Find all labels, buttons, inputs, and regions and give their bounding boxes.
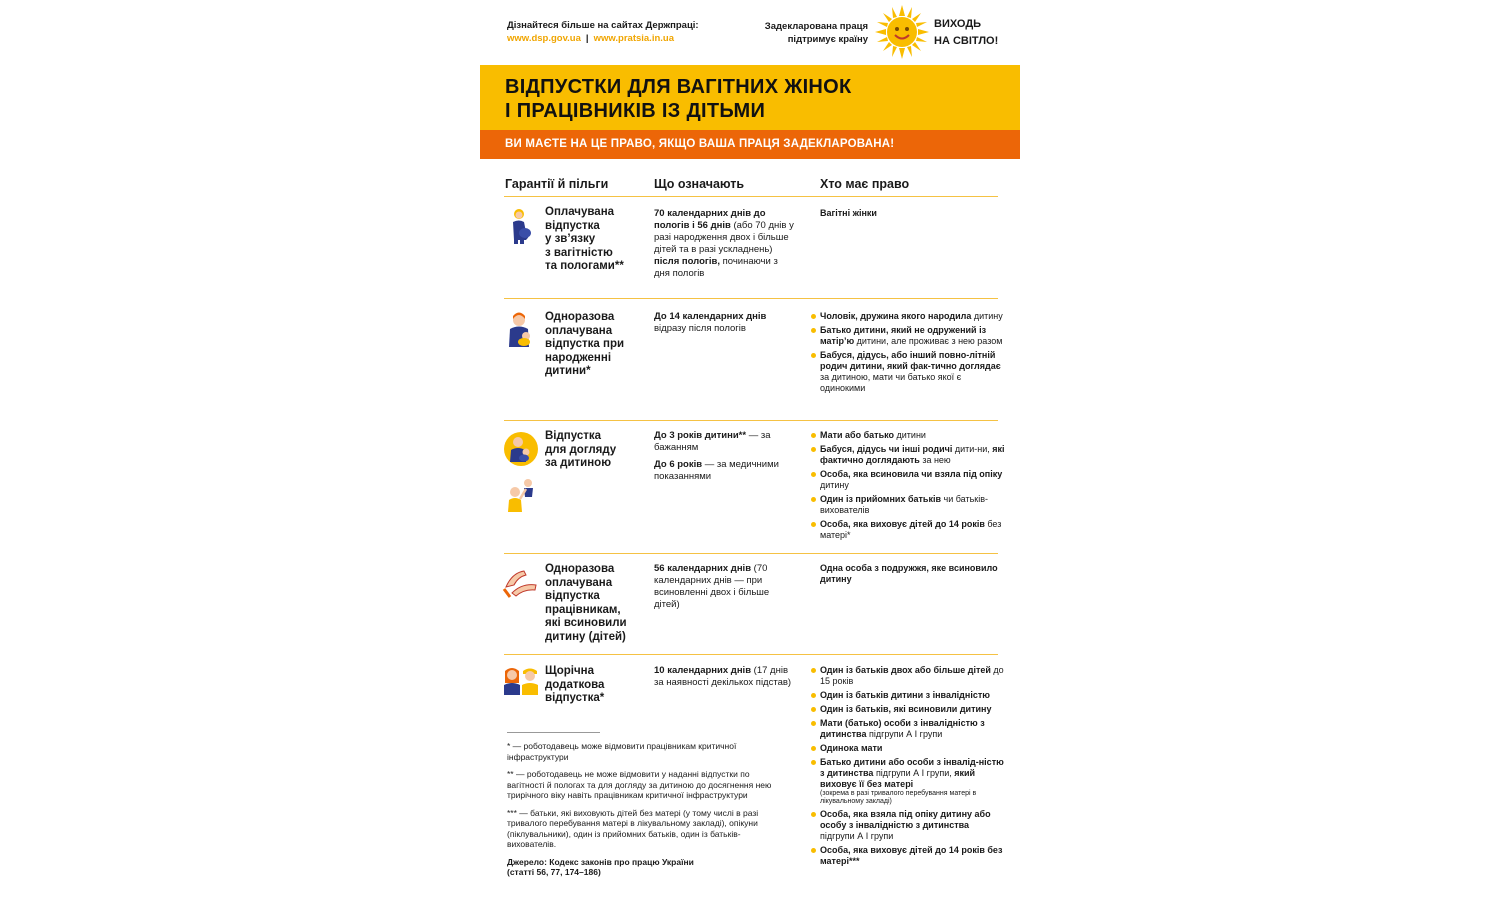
benefit-title-line: Щорічна [545,665,594,677]
out-line-1: ВИХОДЬ [934,18,982,30]
benefit-eligible [820,208,1005,219]
meaning-segment [654,563,794,611]
text-bold: 10 календарних днів [654,665,752,676]
benefit-title-line: додаткова [545,678,605,691]
list-item [820,718,1005,740]
text-bold: який виховує її без матері [820,768,976,789]
benefit-title-line: у зв’язку [545,233,596,245]
text-regular: підгрупи А І групи, [873,768,955,778]
text-regular: (або 70 днів у разі народження двох і більше дітей та в разі ускладнень) [654,220,794,255]
benefit-meaning [654,430,794,483]
header [480,0,1020,62]
source-line-2: (статті 56, 77, 174–186) [507,867,601,877]
text-regular: за нею [919,455,951,465]
subtitle: ВИ МАЄТЕ НА ЦЕ ПРАВО, ЯКЩО ВАША ПРАЦЯ ЗАДЕКЛАРОВАНА! [505,138,895,150]
benefit-title [545,311,645,379]
text-regular: (зокрема в разі тривалого перебування матері в лікувальному закладі) [820,790,977,805]
meaning-segment [654,208,794,280]
benefit-title [545,665,645,706]
benefit-title [545,206,645,274]
list-item [820,665,1005,687]
link-separator: | [585,33,589,44]
slogan-line-2: підтримує країну [787,34,868,45]
list-item [820,845,1005,867]
text-bold: після пологів, [654,256,720,267]
list-item [820,809,1005,842]
link-pratsia[interactable]: www.pratsia.in.ua [593,33,674,44]
list-item [820,519,1005,541]
list-item [820,311,1005,322]
info-line: Дізнайтеся більше на сайтах Держпраці: [507,20,699,31]
benefit-title-line: дитини* [545,365,591,377]
column-header-meaning: Що означають [654,177,745,191]
meaning-segment [654,311,794,335]
text-regular: дитину [820,480,849,490]
page-title [505,75,852,123]
eligible-list [820,311,1005,394]
out-line-2: НА СВІТЛО! [934,35,999,47]
benefit-title-line: народженні [545,351,612,364]
benefit-title-line: Одноразова [545,563,615,575]
benefit-title-line: з вагітністю [545,246,613,259]
text-bold: Особа, яка виховує дітей до 14 років без матері*** [820,845,1003,866]
text-bold: Один із батьків, які всиновили дитину [820,704,992,714]
text-regular: за дитиною, мати чи батько якої є одинокими [820,372,962,393]
column-header-benefits: Гарантії й пільги [505,177,609,191]
family-couple-icon [502,665,540,703]
title-line-1: ВІДПУСТКИ ДЛЯ ВАГІТНИХ ЖІНОК [505,76,852,98]
benefit-eligible [820,563,1005,585]
text-bold: Один із прийомних батьків [820,494,941,504]
hands-together-icon [502,563,540,601]
divider [504,420,998,421]
text-regular: — за медичними показаннями [654,459,779,482]
text-regular: (70 календарних днів — при всиновленні двох і більше дітей) [654,563,770,610]
footnotes [507,732,777,878]
list-item [820,704,1005,715]
list-item [820,743,1005,754]
text-regular: чи батьків-вихователів [820,494,988,515]
parent-hugging-child-icon [502,430,540,468]
benefit-title-line: оплачувана [545,324,613,337]
benefit-title-line: відпустка [545,590,600,602]
benefit-title-line: відпустка при [545,338,625,350]
benefit-title-line: Відпустка [545,430,602,442]
list-item [820,325,1005,347]
text-bold: Чоловік, дружина якого народила [820,311,972,321]
benefit-title-line: та пологами** [545,260,624,272]
text-regular: дитину [971,311,1003,321]
text-bold: Особа, яка взяла під опіку дитину або особу з інвалідністю з дитинства [820,809,991,830]
eligible-list [820,430,1005,541]
text-regular: дитини [894,430,926,440]
pregnant-woman-icon [502,206,540,244]
text-regular: (17 днів за наявності декількох підстав) [654,665,792,688]
leaflet [480,0,1020,920]
benefit-meaning [654,563,794,611]
out-slogan [934,16,998,50]
benefit-title-line: які всиновили [545,617,627,629]
text-regular: відразу після пологів [654,323,746,334]
text-bold: Одна особа з подружжя, яке всиновило дитину [820,563,998,584]
slogan [748,20,868,46]
benefit-title-line: відпустка* [545,692,605,704]
parent-lifting-child-icon [502,475,540,513]
benefit-title [545,563,645,644]
divider [504,298,998,299]
benefit-title-line: для догляду [545,443,617,456]
slogan-line-1: Задекларована праця [764,21,868,32]
benefit-title-line: оплачувана [545,576,613,589]
divider [504,196,998,197]
benefit-meaning [654,311,794,335]
footnote-2: ** — роботодавець не може відмовити у наданні відпустки по вагітності й пологах та для догляду за дитиною до досягнення нею трирічного віку навіть працівникам критичної інфраструктури [507,769,772,800]
text-bold: Особа, яка всиновила чи взяла під опіку [820,469,1003,479]
benefit-title-line: відпустка [545,219,600,232]
info-block [507,20,699,45]
meaning-segment [654,665,794,689]
benefit-title-line: за дитиною [545,457,612,469]
text-bold: Один із батьків дитини з інвалідністю [820,690,990,700]
subtitle-strip [480,130,1020,159]
meaning-segment [654,430,794,454]
column-header-eligible: Хто має право [820,177,910,191]
divider [504,553,998,554]
list-item [820,350,1005,394]
text-bold: Особа, яка виховує дітей до 14 років [820,519,985,529]
text-bold: До 6 років [654,459,703,470]
list-item [820,444,1005,466]
footnote-1: * — роботодавець може відмовити працівникам критичної інфраструктури [507,741,737,762]
link-dsp[interactable]: www.dsp.gov.ua [507,33,581,44]
benefit-meaning [654,208,794,280]
text-bold: Мати або батько [820,430,895,440]
text-bold: До 14 календарних днів [654,311,767,322]
benefit-title-line: Одноразова [545,311,615,323]
text-bold: які фактично доглядають [820,444,1005,465]
links-line [507,33,699,45]
text-bold: До 3 років дитини** [654,430,747,441]
text-bold: Одинока мати [820,743,883,753]
benefit-title-line: дитину (дітей) [545,630,626,643]
text-regular: — за бажанням [654,430,771,453]
text-regular: підгрупи А І групи [866,729,943,739]
text-regular: без матері* [820,519,1002,540]
benefit-eligible [820,430,1005,544]
benefit-title-line: Оплачувана [545,206,615,218]
benefit-title-line: працівникам, [545,603,621,616]
text-bold: Бабуся, дідусь чи інші родичі [820,444,953,454]
list-item [820,690,1005,701]
text-bold: Батько дитини або особи з інвалід-ністю з дитинства [820,757,1004,778]
benefit-eligible [820,665,1005,870]
list-item [820,469,1005,491]
text-regular: дитини, але проживає з нею разом [854,336,1003,346]
list-item [820,430,1005,441]
benefit-eligible [820,311,1005,397]
text-bold: Батько дитини, який не одружений із матір’ю [820,325,987,346]
text-bold: 56 календарних днів [654,563,752,574]
text-regular: до 15 років [820,665,1004,686]
text-bold: Один із батьків двох або більше дітей [820,665,991,675]
text-bold: Бабуся, дідусь, або інший повно-літній родич дитини, який фак-тично доглядає [820,350,1001,371]
eligible-list [820,665,1005,867]
text-regular: дити-ни, [952,444,993,454]
footnote-rule [507,732,600,733]
meaning-segment [654,459,794,483]
source-line-1: Джерело: Кодекс законів про працю України [507,856,694,867]
text-bold: 70 календарних днів до пологів і 56 днів [654,208,766,231]
benefit-meaning [654,665,794,689]
source [507,857,777,878]
mother-with-baby-icon [502,311,540,349]
eligible-text [820,563,1005,585]
text-regular: починаючи з дня пологів [654,256,778,279]
list-item [820,757,1005,806]
eligible-text [820,208,1005,219]
list-item [820,494,1005,516]
text-bold: Вагітні жінки [820,208,877,218]
sun-mascot-icon [874,4,930,60]
divider [504,654,998,655]
benefit-title [545,430,645,471]
title-line-2: І ПРАЦІВНИКІВ ІЗ ДІТЬМИ [505,100,766,122]
footnote-3: *** — батьки, які виховують дітей без матері (у тому числі в разі тривалого перебування матері в лікувальному закладі), опікуни (піклувальники), один із прийомних батьків, один із батьків-вихователів. [507,807,759,849]
text-bold: Мати (батько) особи з інвалідністю з дитинства [820,718,985,739]
text-regular: підгрупи А І групи [820,831,894,841]
title-banner [480,65,1020,130]
